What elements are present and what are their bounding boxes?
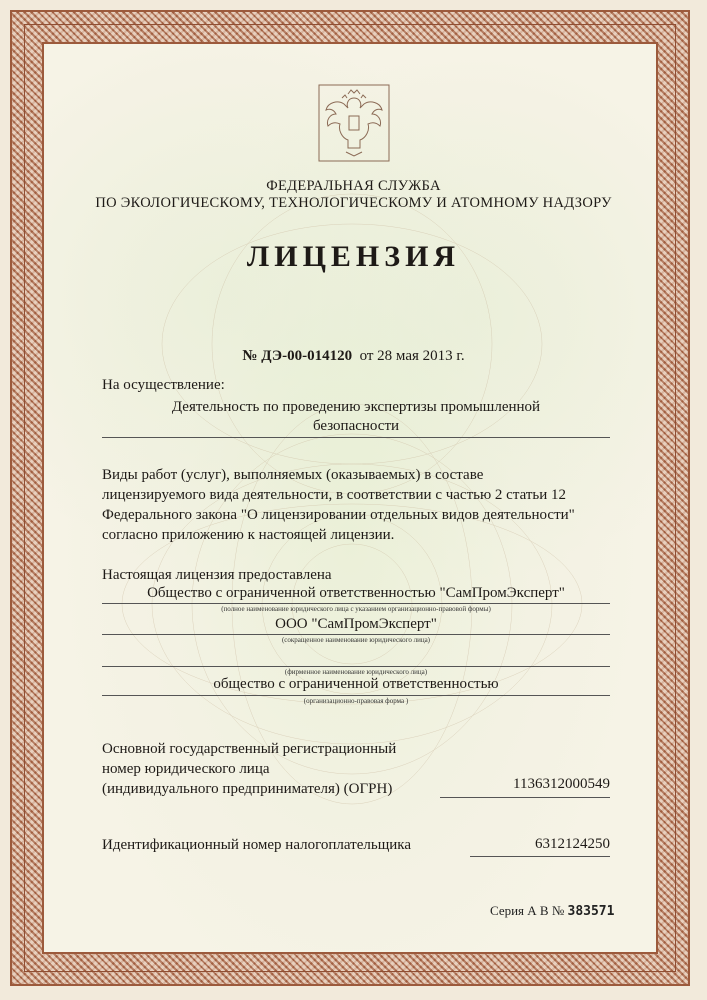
works-line2: лицензируемого вида деятельности, в соответствии с частью 2 статьи 12 xyxy=(102,487,567,503)
legal-form-caption: (организационно-правовая форма ) xyxy=(303,697,409,705)
works-line1: Виды работ (услуг), выполняемых (оказываемых) в составе xyxy=(102,467,484,483)
legal-form-underline xyxy=(102,695,610,696)
grantee-short-name: ООО "СамПромЭксперт" xyxy=(275,616,437,632)
inn-label: Идентификационный номер налогоплательщика xyxy=(102,837,412,853)
ogrn-label-line3: (индивидуального предпринимателя) (ОГРН) xyxy=(102,781,393,797)
inn-value: 6312124250 xyxy=(535,836,610,852)
coat-of-arms-icon xyxy=(318,84,390,162)
ogrn-underline xyxy=(440,797,610,798)
short-name-underline xyxy=(102,634,610,635)
full-name-underline xyxy=(102,603,610,604)
works-line3: Федерального закона "О лицензировании отдельных видов деятельности" xyxy=(102,507,575,523)
ogrn-value: 1136312000549 xyxy=(513,776,610,792)
agency-name-line2: ПО ЭКОЛОГИЧЕСКОМУ, ТЕХНОЛОГИЧЕСКОМУ И АТОМНОМУ НАДЗОРУ xyxy=(95,195,612,211)
activity-line1: Деятельность по проведению экспертизы промышленной xyxy=(171,399,541,415)
purpose-label: На осуществление: xyxy=(102,377,225,393)
ogrn-label-line2: номер юридического лица xyxy=(102,761,270,777)
document-title: ЛИЦЕНЗИЯ xyxy=(246,240,461,273)
serial-number: 383571 xyxy=(567,904,615,919)
works-line4: согласно приложению к настоящей лицензии. xyxy=(102,527,395,543)
ogrn-label-line1: Основной государственный регистрационный xyxy=(102,741,397,757)
license-number: № ДЭ-00-014120 xyxy=(242,348,353,364)
grantee-legal-form: общество с ограниченной ответственностью xyxy=(213,676,499,692)
activity-line2: безопасности xyxy=(312,418,400,434)
short-name-caption: (сокращенное наименование юридического лица) xyxy=(281,636,431,644)
serial-label: Серия А В № xyxy=(490,903,565,918)
license-number-line xyxy=(0,348,707,365)
license-date: от 28 мая 2013 г. xyxy=(359,348,465,364)
brand-name-underline xyxy=(102,666,610,667)
grantee-intro: Настоящая лицензия предоставлена xyxy=(102,567,332,583)
grantee-full-name: Общество с ограниченной ответственностью "СамПромЭксперт" xyxy=(147,585,565,601)
activity-underline xyxy=(102,437,610,438)
full-name-caption: (полное наименование юридического лица с указанием организационно-правовой формы) xyxy=(221,605,491,613)
inn-underline xyxy=(470,856,610,857)
serial-block xyxy=(490,903,614,919)
agency-name-line1: ФЕДЕРАЛЬНАЯ СЛУЖБА xyxy=(266,178,441,194)
brand-name-caption: (фирменное наименование юридического лица) xyxy=(284,668,428,676)
